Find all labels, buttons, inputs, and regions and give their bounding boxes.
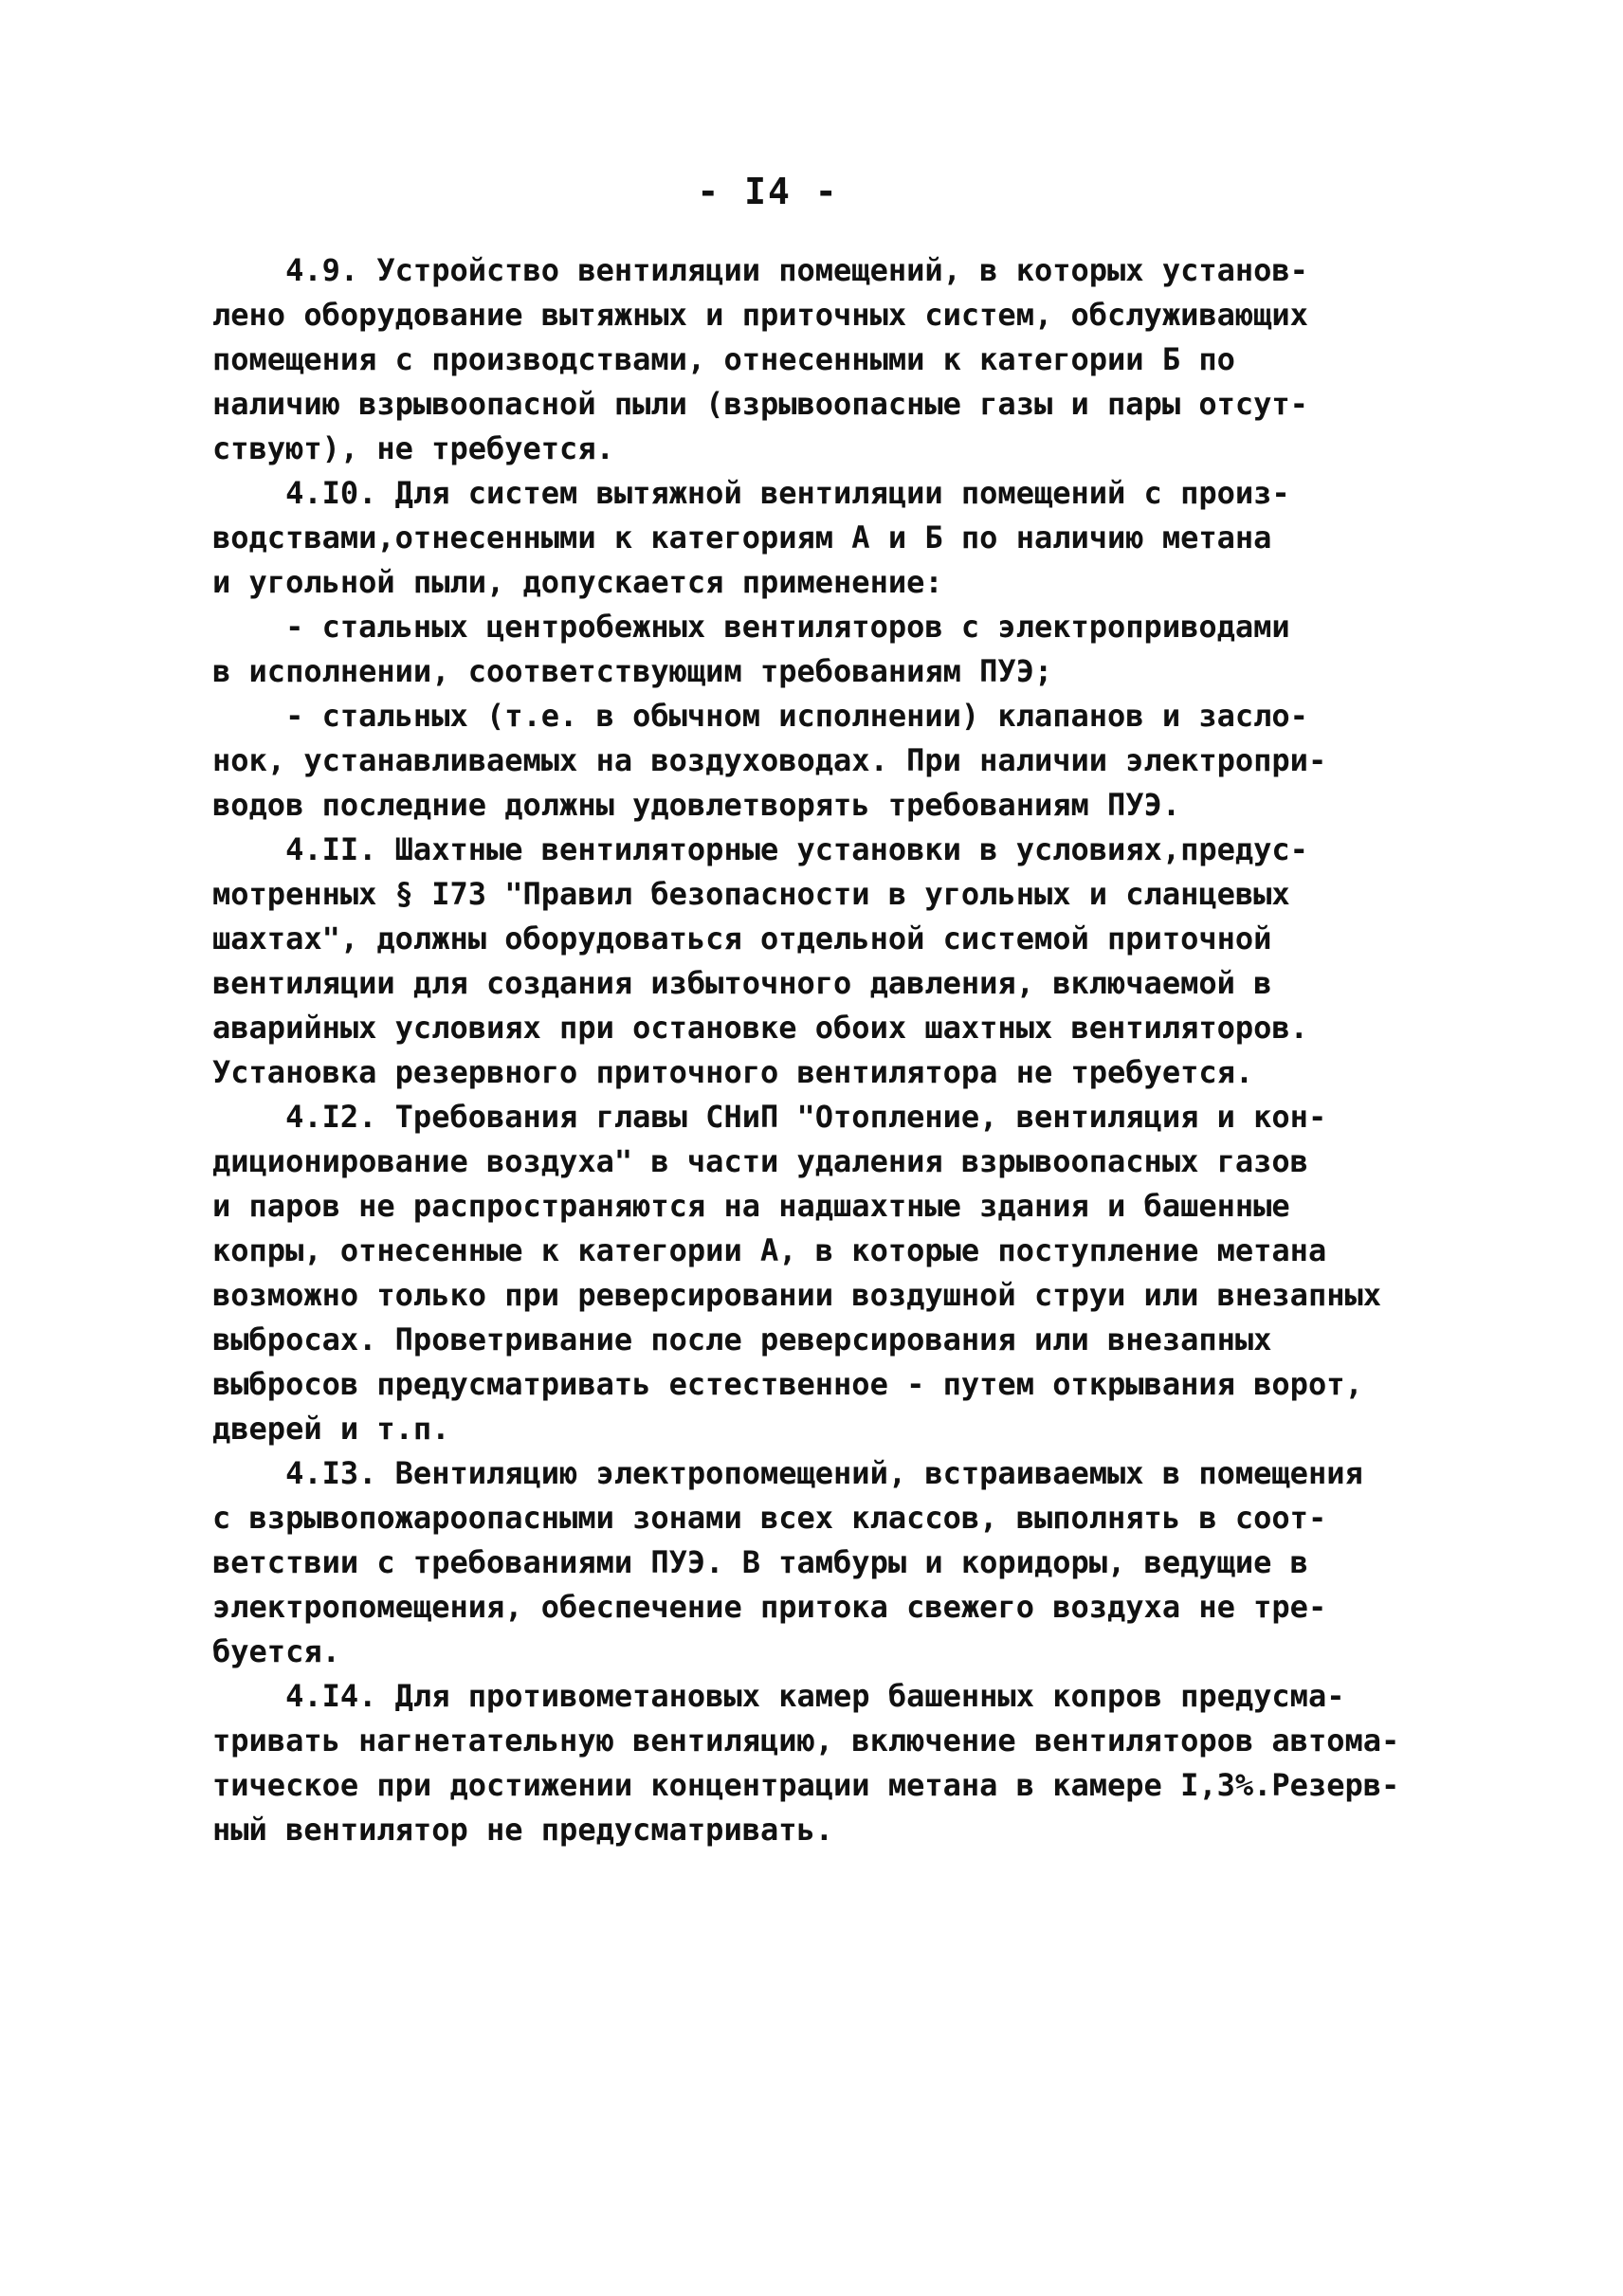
text-line: 4.I0. Для систем вытяжной вентиляции помещений с произ- [212,475,1290,511]
text-line: выбросов предусматривать естественное - путем открывания ворот, [212,1366,1363,1402]
text-line: шахтах", должны оборудоваться отдельной системой приточной [212,920,1272,957]
text-line: диционирование воздуха" в части удаления взрывоопасных газов [212,1143,1308,1179]
text-line: нок, устанавливаемых на воздуховодах. При наличии электропри- [212,742,1327,778]
text-line: ветствии с требованиями ПУЭ. В тамбуры и коридоры, ведущие в [212,1544,1308,1580]
text-line: - стальных (т.е. в обычном исполнении) клапанов и засло- [212,698,1308,734]
text-line: тривать нагнетательную вентиляцию, включение вентиляторов автома- [212,1722,1400,1758]
text-line: мотренных § I73 "Правил безопасности в угольных и сланцевых [212,876,1290,912]
text-line: и угольной пыли, допускается применение: [212,564,943,600]
text-line: - стальных центробежных вентиляторов с электроприводами [212,609,1290,645]
text-line: дверей и т.п. [212,1411,450,1447]
text-line: водов последние должны удовлетворять требованиям ПУЭ. [212,787,1181,823]
text-line: электропомещения, обеспечение притока свежего воздуха не тре- [212,1589,1327,1625]
text-line: с взрывопожароопасными зонами всех классов, выполнять в соот- [212,1500,1327,1536]
text-line: ный вентилятор не предусматривать. [212,1812,834,1848]
text-line: 4.9. Устройство вентиляции помещений, в которых установ- [212,252,1308,288]
text-line: ствуют), не требуется. [212,430,614,466]
text-line: водствами,отнесенными к категориям А и Б по наличию метана [212,519,1272,556]
page-number: - I4 - [697,171,839,212]
text-line: буется. [212,1633,340,1669]
text-line: тическое при достижении концентрации метана в камере I,3%.Резерв- [212,1767,1400,1803]
text-line: в исполнении, соответствующим требованиям ПУЭ; [212,653,1053,689]
text-line: копры, отнесенные к категории А, в которые поступление метана [212,1232,1327,1268]
text-line: аварийных условиях при остановке обоих шахтных вентиляторов. [212,1010,1308,1046]
text-line: Установка резервного приточного вентилятора не требуется. [212,1054,1254,1090]
text-line: 4.I3. Вентиляцию электропомещений, встраиваемых в помещения [212,1455,1363,1491]
text-line: и паров не распространяются на надшахтные здания и башенные [212,1188,1290,1224]
text-line: 4.II. Шахтные вентиляторные установки в условиях,предус- [212,831,1308,867]
text-line: выбросах. Проветривание после реверсирования или внезапных [212,1321,1272,1358]
text-line: лено оборудование вытяжных и приточных систем, обслуживающих [212,297,1308,333]
document-body [212,248,1445,1852]
text-line: помещения с производствами, отнесенными к категории Б по [212,341,1235,377]
text-line: 4.I2. Требования главы СНиП "Отопление, вентиляция и кон- [212,1099,1327,1135]
text-line: вентиляции для создания избыточного давления, включаемой в [212,965,1272,1001]
text-line: возможно только при реверсировании воздушной струи или внезапных [212,1277,1381,1313]
text-line: 4.I4. Для противометановых камер башенных копров предусма- [212,1678,1345,1714]
text-line: наличию взрывоопасной пыли (взрывоопасные газы и пары отсут- [212,386,1308,422]
